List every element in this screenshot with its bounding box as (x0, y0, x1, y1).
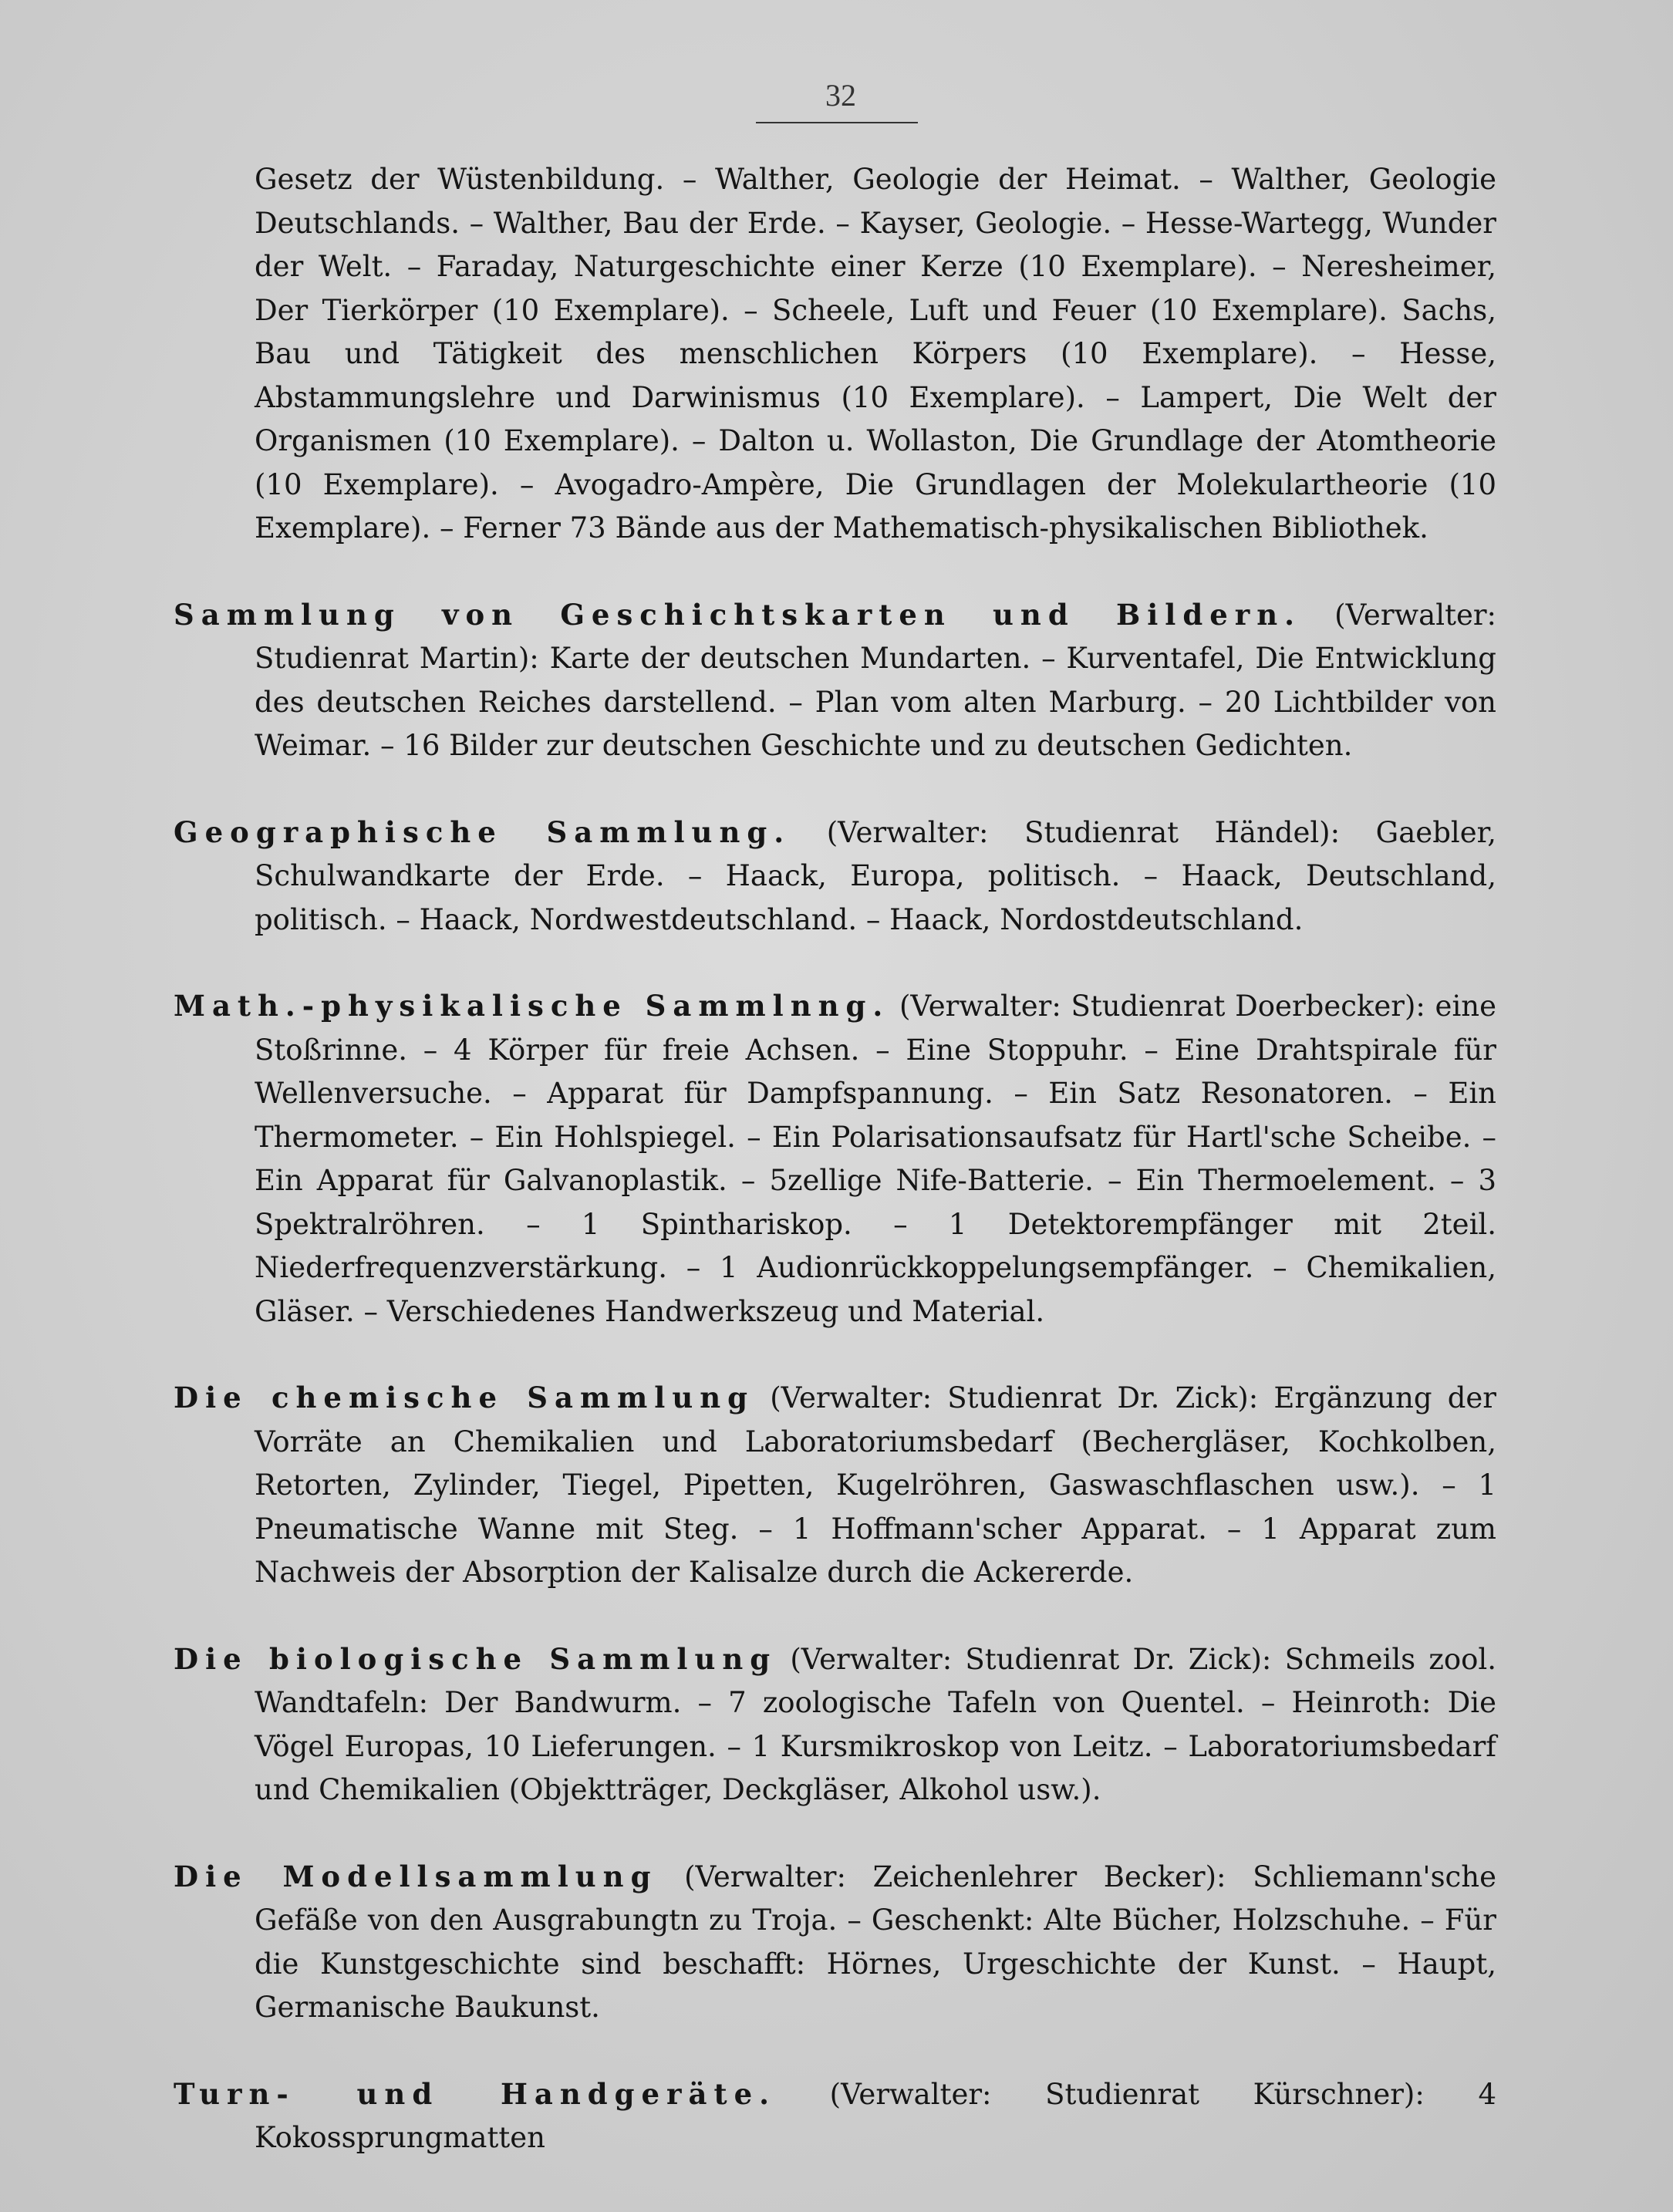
section-heading: Math.-physikalische Sammlnng. (174, 989, 890, 1023)
section-heading: Die chemische Sammlung (174, 1381, 755, 1415)
paragraph-continuation (174, 158, 1496, 551)
paragraph-gap (174, 1812, 1496, 1855)
page-number-rule (756, 122, 918, 123)
paragraph-text: (Verwalter: Studienrat Martin): Karte der deutschen Mundarten. – Kurventafel, Die Entwicklung des deutschen Reiches darstellend. – Plan vom alten Marburg. – 20 Lichtbilder von Weimar. – 16 Bilder zur deutschen Geschichte und zu deutschen Gedichten. (255, 598, 1496, 762)
paragraph-text: (Verwalter: Studienrat Kürschner): 4 Kokossprungmatten (255, 2077, 1496, 2154)
body-text (174, 158, 1496, 2160)
section-heading: Turn- und Handgeräte. (174, 2076, 777, 2111)
paragraph-chemisch (174, 1376, 1496, 1595)
paragraph-gap (174, 1595, 1496, 1637)
section-heading: Sammlung von Geschichtskarten und Bildern. (174, 597, 1302, 632)
paragraph-turn (174, 2072, 1496, 2160)
section-heading: Geographische Sammlung. (174, 814, 791, 849)
paragraph-gap (174, 2030, 1496, 2072)
page-number: 32 (825, 78, 856, 113)
paragraph-text: (Verwalter: Studienrat Händel): Gaebler, Schulwandkarte der Erde. – Haack, Europa, politisch. – Haack, Deutschland, politisch. – Haack, Nordwestdeutschland. – Haack, Nordostdeutschland. (255, 815, 1496, 936)
paragraph-text: Gesetz der Wüstenbildung. – Walther, Geologie der Heimat. – Walther, Geologie Deutschlands. – Walther, Bau der Erde. – Kayser, Geologie. – Hesse-Wartegg, Wunder der Welt. – Faraday, Naturgeschichte einer Kerze (10 Exemplare). – Neresheimer, Der Tierkörper (10 Exemplare). – Scheele, Luft und Feuer (10 Exemplare). Sachs, Bau und Tätigkeit des menschlichen Körpers (10 Exemplare). – Hesse, Abstammungslehre und Darwinismus (10 Exemplare). – Lampert, Die Welt der Organismen (10 Exemplare). – Dalton u. Wollaston, Die Grundlage der Atomtheorie (10 Exemplare). – Avogadro-Ampère, Die Grundlagen der Molekulartheorie (10 Exemplare). – Ferner 73 Bände aus der Mathematisch-physikalischen Bibliothek. (255, 163, 1496, 545)
paragraph-text: (Verwalter: Studienrat Dr. Zick): Schmeils zool. Wandtafeln: Der Bandwurm. – 7 zoologische Tafeln von Quentel. – Heinroth: Die Vögel Europas, 10 Lieferungen. – 1 Kursmikroskop von Leitz. – Laboratoriumsbedarf und Chemikalien (Objektträger, Deckgläser, Alkohol usw.). (255, 1642, 1496, 1806)
paragraph-gap (174, 1334, 1496, 1376)
paragraph-biologisch (174, 1637, 1496, 1812)
paragraph-text: (Verwalter: Studienrat Dr. Zick): Ergänzung der Vorräte an Chemikalien und Laboratoriumsbedarf (Bechergläser, Kochkolben, Retorten, Zylinder, Tiegel, Pipetten, Kugelröhren, Gaswaschflaschen usw.). – 1 Pneumatische Wanne mit Steg. – 1 Hoffmann'scher Apparat. – 1 Apparat zum Nachweis der Absorption der Kalisalze durch die Ackererde. (255, 1381, 1496, 1589)
section-heading: Die Modellsammlung (174, 1859, 658, 1893)
paragraph-geographisch (174, 811, 1496, 942)
paragraph-gap (174, 768, 1496, 811)
section-heading: Die biologische Sammlung (174, 1641, 777, 1676)
paragraph-text: (Verwalter: Studienrat Doerbecker): eine Stoßrinne. – 4 Körper für freie Achsen. – Eine Stoppuhr. – Eine Drahtspirale für Wellenversuche. – Apparat für Dampfspannung. – Ein Satz Resonatoren. – Ein Thermometer. – Ein Hohlspiegel. – Ein Polarisationsaufsatz für Hartl'sche Scheibe. – Ein Apparat für Galvanoplastik. – 5zellige Nife-Batterie. – Ein Thermoelement. – 3 Spektralröhren. – 1 Spinthariskop. – 1 Detektorempfänger mit 2teil. Niederfrequenzverstärkung. – 1 Audionrückkoppelungsempfänger. – Chemikalien, Gläser. – Verschiedenes Handwerkszeug und Material. (255, 990, 1497, 1328)
paragraph-geschichtskarten (174, 593, 1496, 768)
paragraph-gap (174, 942, 1496, 984)
paragraph-gap (174, 551, 1496, 593)
paragraph-modell (174, 1855, 1496, 2030)
paragraph-mathphys (174, 984, 1496, 1334)
paragraph-text: (Verwalter: Zeichenlehrer Becker): Schliemann'sche Gefäße von den Ausgrabungtn zu Troja. – Geschenkt: Alte Bücher, Holzschuhe. – Für die Kunstgeschichte sind beschafft: Hörnes, Urgeschichte der Kunst. – Haupt, Germanische Baukunst. (255, 1860, 1497, 2024)
